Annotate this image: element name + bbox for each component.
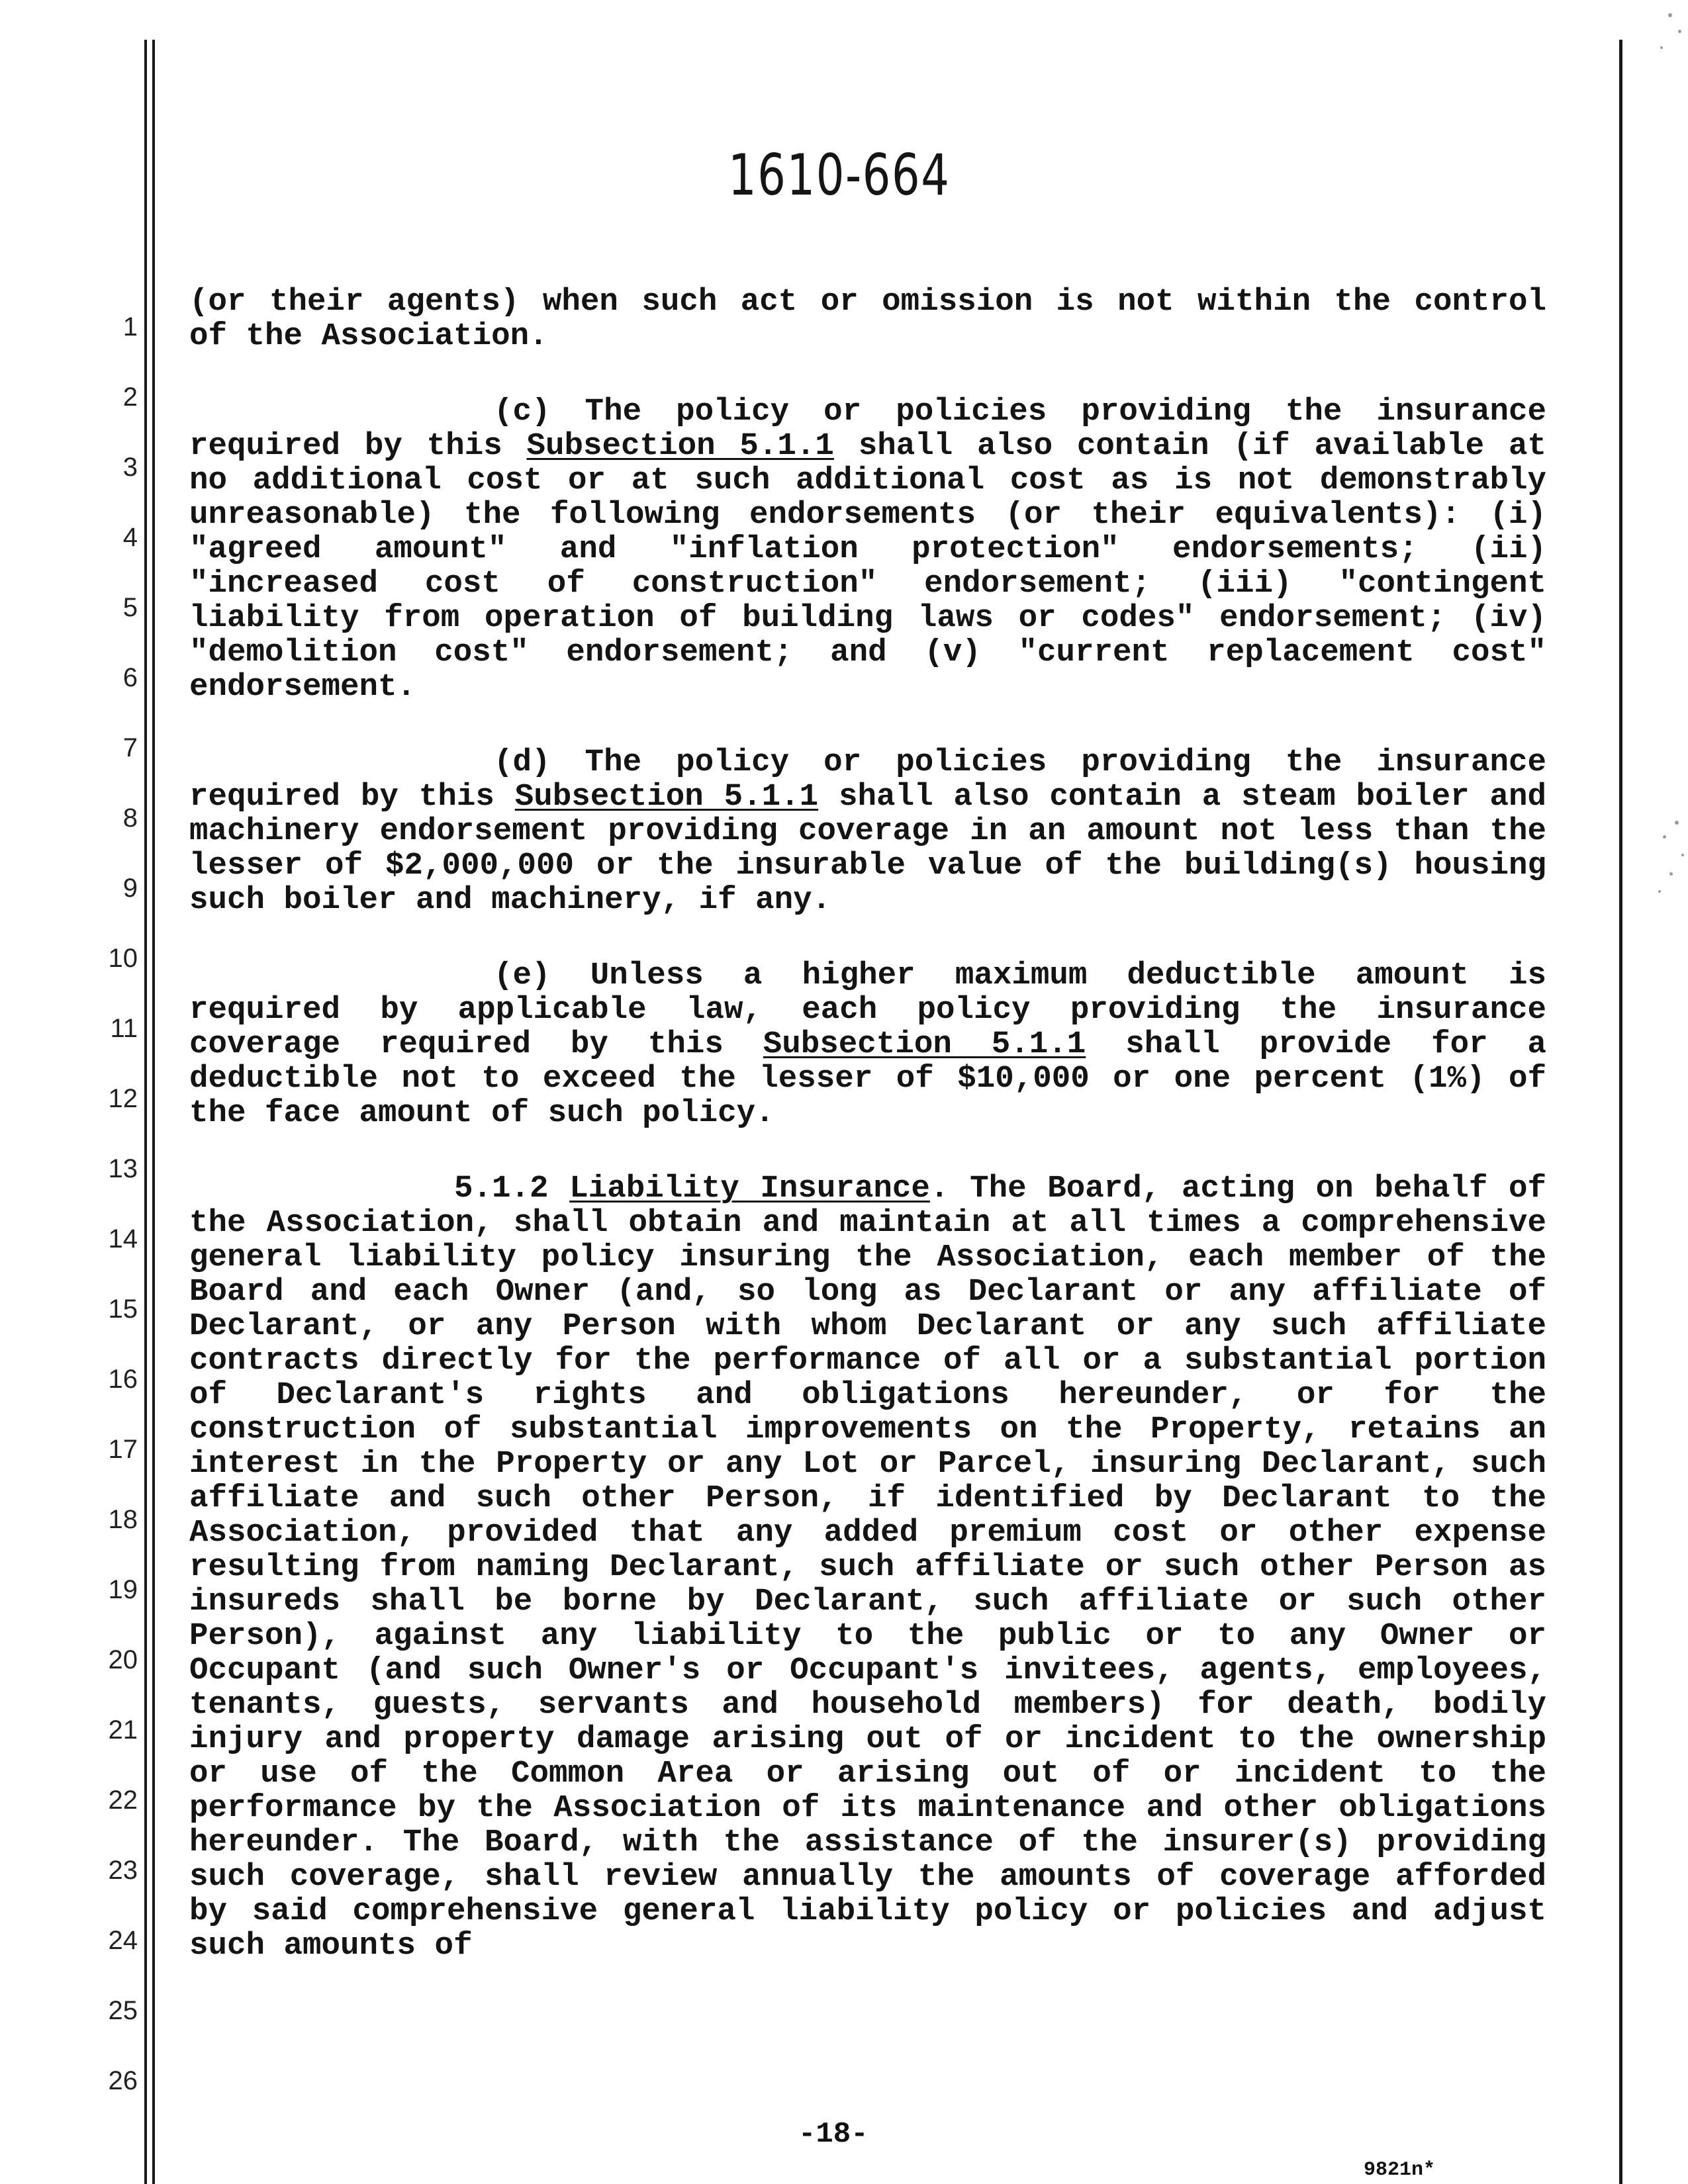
paragraph-continuation: (or their agents) when such act or omission is not within the control of the Association. [189, 284, 1546, 354]
left-margin-rule [144, 40, 147, 2184]
line-number: 18 [108, 1505, 138, 1534]
line-number: 16 [108, 1365, 138, 1394]
paragraph-e: (e) Unless a higher maximum deductible amount is required by applicable law, each policy providing the insurance coverage required by this Subsection 5.1.1 shall provide for a deductible not to exceed the lesser of $10,000 or one percent (1%) of the face amount of such policy. [189, 958, 1547, 1131]
section-number: 5.1.2 [454, 1171, 570, 1206]
left-margin-rule-inner [152, 40, 155, 2184]
subsection-reference: Subsection 5.1.1 [514, 779, 819, 815]
subsection-reference: Subsection 5.1.1 [763, 1026, 1086, 1062]
line-number: 17 [108, 1435, 138, 1464]
line-number: 7 [122, 733, 138, 762]
line-number: 25 [108, 1996, 138, 2025]
line-number: 6 [122, 663, 138, 692]
line-number: 26 [108, 2066, 138, 2095]
line-number: 15 [108, 1295, 138, 1324]
line-number: 3 [122, 453, 138, 482]
page-number: -18- [798, 2118, 868, 2151]
line-number: 9 [122, 874, 138, 903]
document-body [189, 285, 1546, 1963]
line-number: 19 [108, 1575, 138, 1604]
page-stamp: 1610-664 [728, 142, 951, 208]
section-title: Liability Insurance [569, 1171, 930, 1206]
document-code: 9821n* [1364, 2159, 1436, 2181]
line-number: 24 [108, 1926, 138, 1955]
line-number: 14 [108, 1224, 138, 1253]
line-number: 22 [108, 1786, 138, 1815]
paragraph-c: (c) The policy or policies providing the insurance required by this Subsection 5.1.1 shall also contain (if available at no additional cost or at such additional cost as is not demonstrably unreasonable) the following endorsements (or their equivalents): (i) "agreed amount" and "inflation protection" endorsements; (ii) "increased cost of construction" endorsement; (iii) "contingent liability from operation of building laws or codes" endorsement; (iv) "demolition cost" endorsement; and (v) "current replacement cost" endorsement. [189, 394, 1546, 705]
right-margin-rule [1619, 40, 1622, 2184]
paragraph-d: (d) The policy or policies providing the insurance required by this Subsection 5.1.1 shall also contain a steam boiler and machinery endorsement providing coverage in an amount not less than the lesser of $2,000,000 or the insurable value of the building(s) housing such boiler and machinery, if any. [189, 745, 1546, 918]
line-number: 20 [108, 1645, 138, 1674]
line-number: 21 [108, 1715, 138, 1745]
line-number: 4 [122, 523, 138, 552]
line-number: 23 [108, 1856, 138, 1885]
line-number: 10 [108, 944, 138, 973]
line-number: 2 [122, 383, 138, 412]
section-5-1-2: 5.1.2 Liability Insurance. The Board, acting on behalf of the Association, shall obtain and maintain at all times a comprehensive general liability policy insuring the Association, each member of the Board and each Owner (and, so long as Declarant or any affiliate of Declarant, or any Person with whom Declarant or any such affiliate contracts directly for the performance of all or a substantial portion of Declarant's rights and obligations hereunder, or for the construction of substantial improvements on the Property, retains an interest in the Property or any Lot or Parcel, insuring Declarant, such affiliate and such other Person, if identified by Declarant to the Association, provided that any added premium cost or other expense resulting from naming Declarant, such affiliate or such other Person as insureds shall be borne by Declarant, such affiliate or such other Person), against any liability to the public or to any Owner or Occupant (and such Owner's or Occupant's invitees, agents, employees, tenants, guests, servants and household members) for death, bodily injury and property damage arising out of or incident to the ownership or use of the Common Area or arising out of or incident to the performance by the Association of its maintenance and other obligations hereunder. The Board, with the assistance of the insurer(s) providing such coverage, shall review annually the amounts of coverage afforded by said comprehensive general liability policy or policies and adjust such amounts of [189, 1171, 1546, 1964]
paragraph-label: (d) [494, 745, 551, 780]
line-number: 13 [108, 1154, 138, 1183]
line-number: 8 [122, 803, 138, 833]
paragraph-label: (c) [494, 394, 551, 430]
line-number: 1 [122, 312, 138, 341]
line-number: 5 [122, 593, 138, 622]
subsection-reference: Subsection 5.1.1 [526, 428, 834, 464]
paragraph-label: (e) [494, 958, 551, 993]
line-number: 12 [108, 1084, 138, 1113]
line-number: 11 [110, 1014, 138, 1043]
